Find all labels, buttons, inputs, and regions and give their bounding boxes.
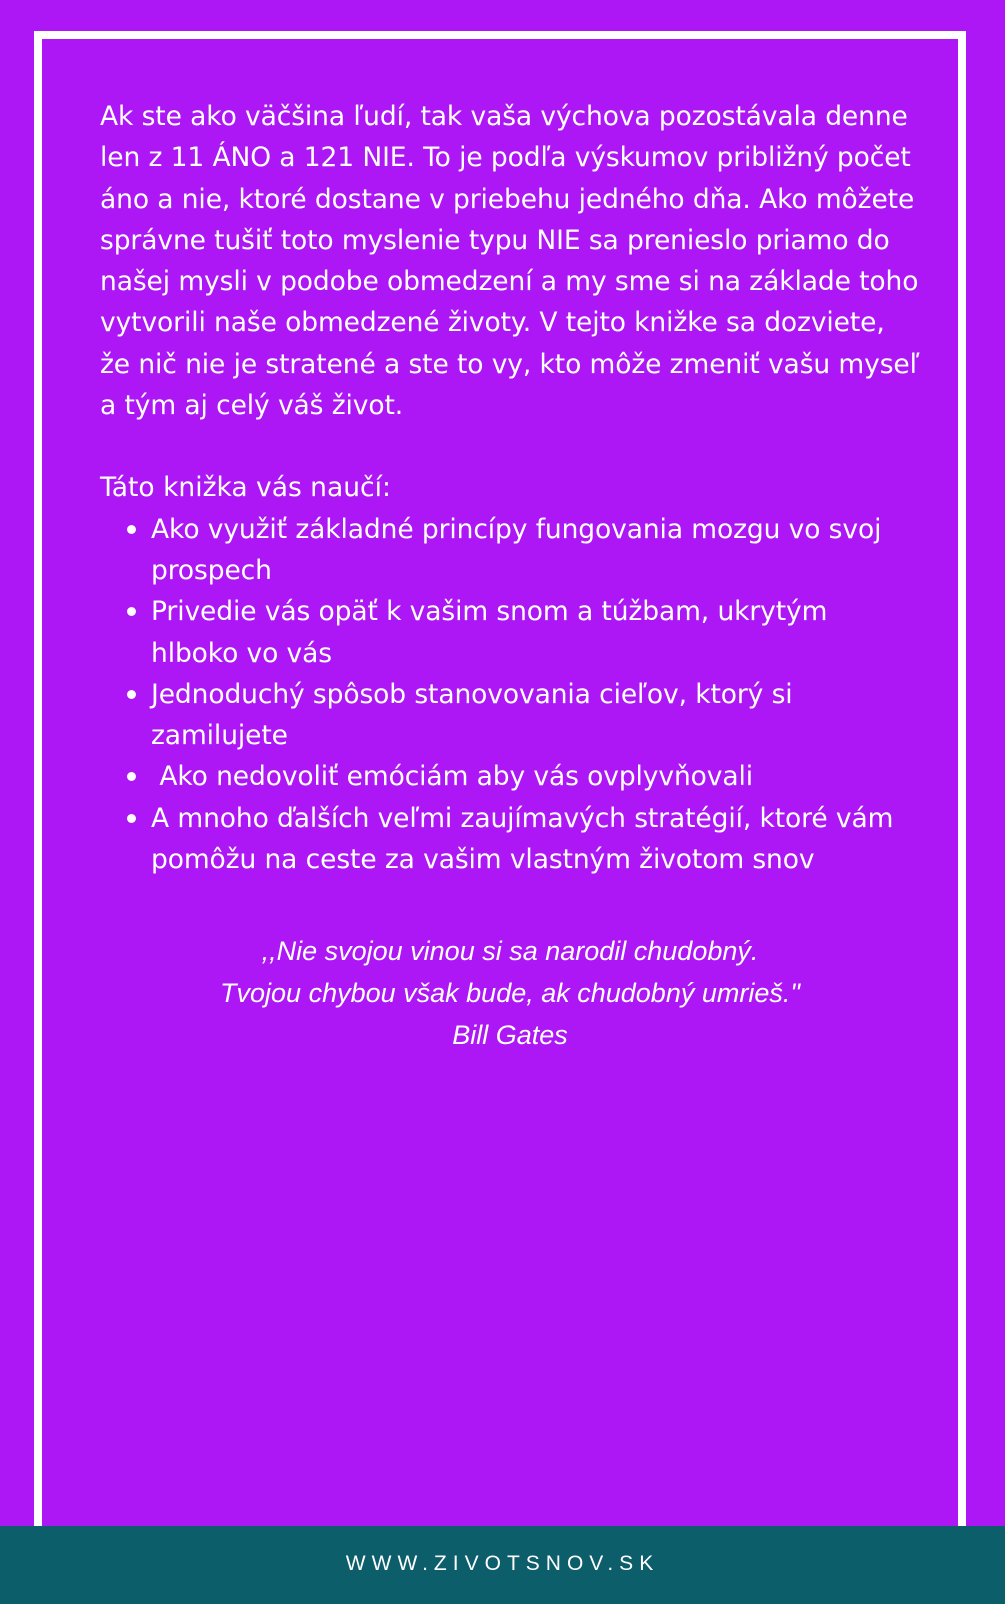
- bullet-icon: [127, 525, 136, 534]
- website-url: WWW.ZIVOTSNOV.SK: [345, 1551, 660, 1575]
- bullet-icon: [127, 814, 136, 823]
- list-item: [100, 798, 920, 881]
- list-item-text: Jednoduchý spôsob stanovovania cieľov, ktorý si zamilujete: [151, 678, 793, 752]
- list-item: [100, 674, 920, 757]
- footer-band: [0, 1526, 1005, 1604]
- bullet-icon: [127, 607, 136, 616]
- list-item-text: Privedie vás opäť k vašim snom a túžbam, ukrytým hlboko vo vás: [151, 596, 828, 669]
- list-heading: Táto knižka vás naučí:: [100, 472, 391, 504]
- intro-paragraph: Ak ste ako väčšina ľudí, tak vaša výchova pozostávala denne len z 11 ÁNO a 121 NIE. To je podľa výskumov približný počet áno a nie, ktoré dostane v priebehu jedného dňa. Ako môžete správne tušiť toto myslenie typu NIE sa prenieslo priamo do našej mysli v podobe obmedzení a my sme si na základe toho vytvorili naše obmedzené životy. V tejto knižke sa dozviete, že nič nie je stratené a ste to vy, kto môže zmeniť vašu myseľ a tým aj celý váš život.: [100, 101, 920, 422]
- list-item: [100, 509, 920, 592]
- quote-author: Bill Gates: [452, 1020, 568, 1051]
- quote-block: [100, 930, 920, 1056]
- benefits-list: [100, 509, 920, 881]
- bullet-icon: [127, 772, 136, 781]
- list-item-text: A mnoho ďalších veľmi zaujímavých stratégií, ktoré vám pomôžu na ceste za vašim vlastným životom snov: [151, 802, 894, 876]
- bullet-icon: [127, 690, 136, 699]
- list-item-text: Ako nedovoliť emóciám aby vás ovplyvňovali: [151, 761, 754, 793]
- quote-line-2: Tvojou chybou však bude, ak chudobný umrieš.": [220, 978, 800, 1009]
- list-item: [100, 756, 920, 797]
- main-content: [100, 96, 920, 1056]
- quote-line-1: ,,Nie svojou vinou si sa narodil chudobný.: [261, 936, 759, 967]
- list-item: [100, 591, 920, 674]
- list-item-text: Ako využiť základné princípy fungovania mozgu vo svoj prospech: [151, 513, 882, 586]
